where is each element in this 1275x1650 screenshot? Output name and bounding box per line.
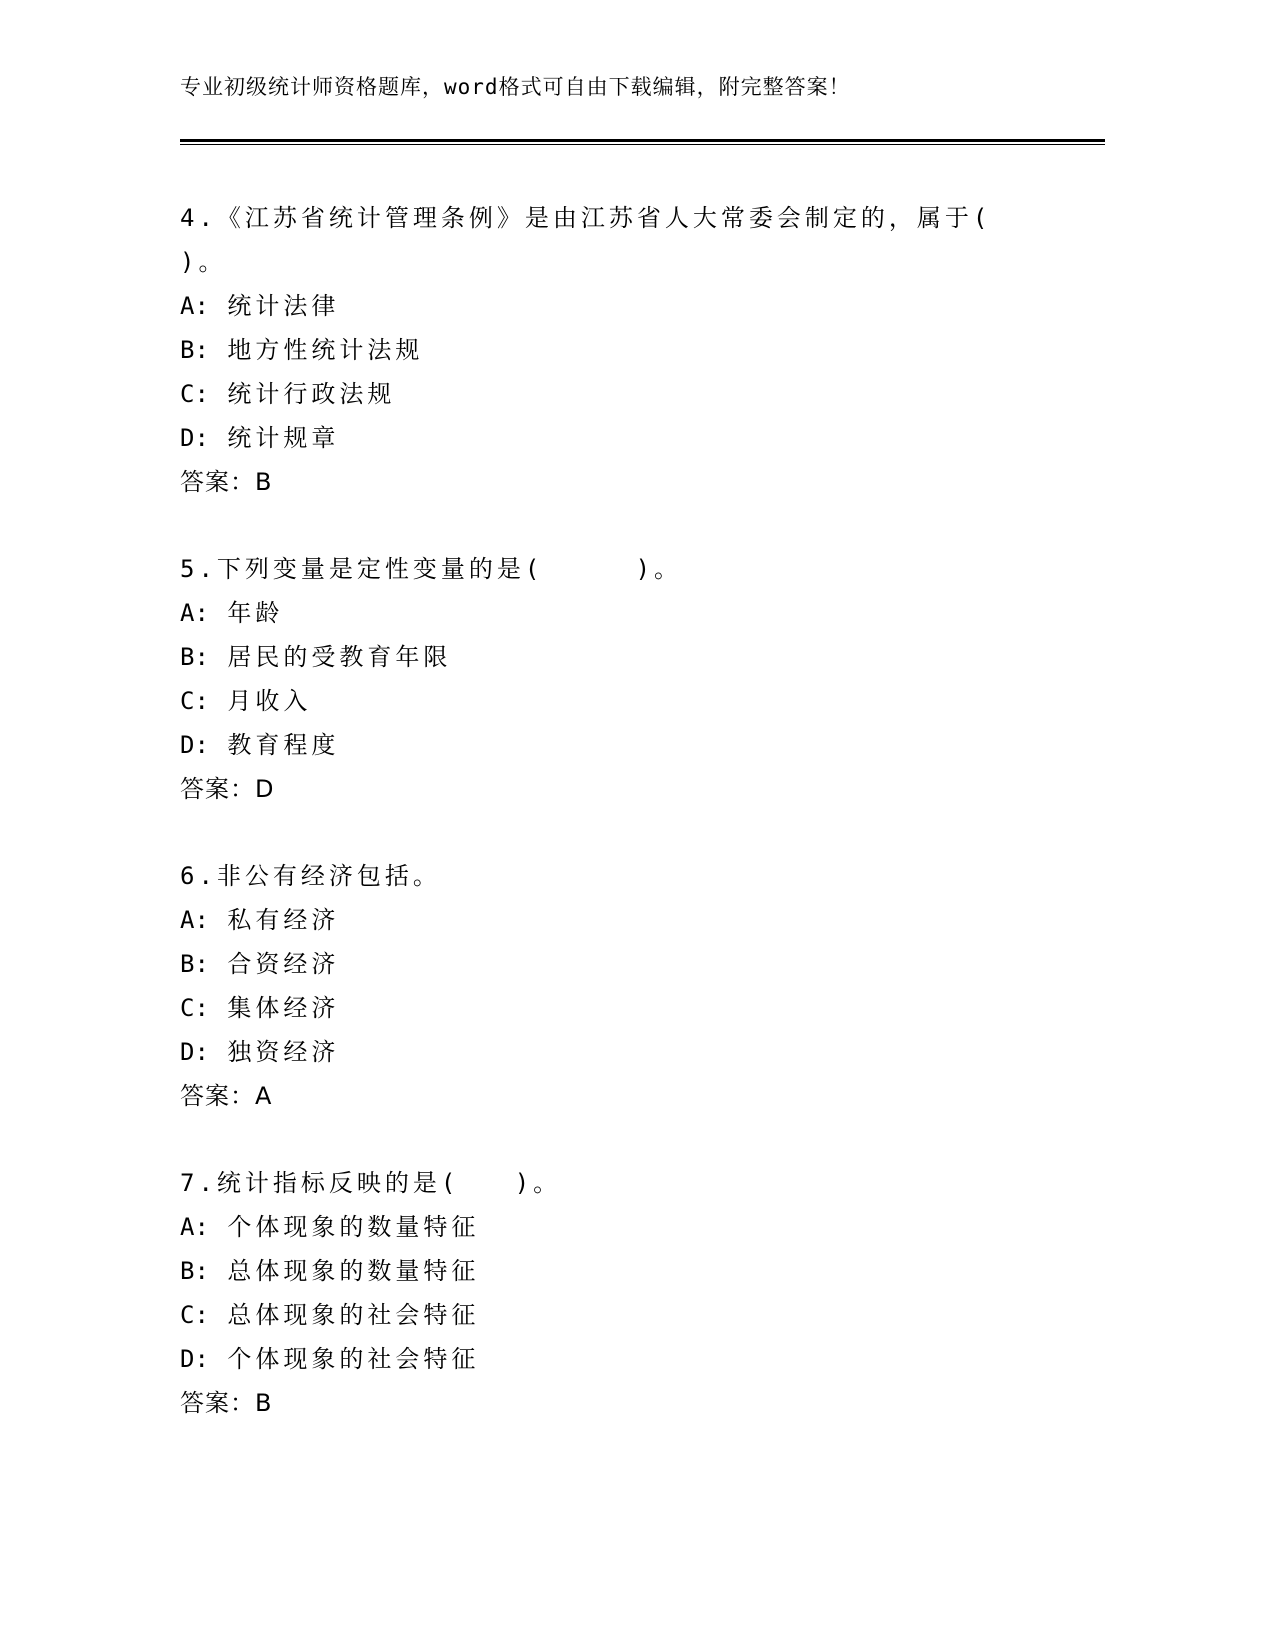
answer-label: 答案：A: [180, 1082, 273, 1110]
option-a: [180, 284, 1105, 328]
option-letter: D:: [180, 1038, 209, 1066]
question-6: [180, 854, 1105, 1118]
option-letter: C:: [180, 1301, 209, 1329]
header-rule-thick: [180, 139, 1105, 142]
question-stem: 5.下列变量是定性变量的是( )。: [180, 555, 683, 583]
option-text: 独资经济: [227, 1038, 340, 1066]
option-text: 统计法律: [227, 292, 340, 320]
option-text: 统计行政法规: [227, 380, 396, 408]
option-letter: A:: [180, 1213, 209, 1241]
option-letter: D:: [180, 424, 209, 452]
option-c: [180, 679, 1105, 723]
question-stem-continued: )。: [180, 248, 227, 276]
option-text: 统计规章: [227, 424, 340, 452]
option-d: [180, 416, 1105, 460]
option-d: [180, 723, 1105, 767]
answer-label: 答案：B: [180, 468, 273, 496]
question-4: [180, 196, 1105, 504]
option-b: [180, 942, 1105, 986]
option-text: 私有经济: [227, 906, 340, 934]
question-stem: 4.《江苏省统计管理条例》是由江苏省人大常委会制定的，属于(: [180, 204, 992, 232]
option-a: [180, 591, 1105, 635]
option-letter: C:: [180, 994, 209, 1022]
option-letter: C:: [180, 687, 209, 715]
option-text: 总体现象的社会特征: [227, 1301, 480, 1329]
page-header: 专业初级统计师资格题库，word格式可自由下载编辑，附完整答案！: [180, 75, 851, 99]
option-letter: B:: [180, 336, 209, 364]
option-letter: D:: [180, 731, 209, 759]
option-letter: A:: [180, 292, 209, 320]
option-letter: C:: [180, 380, 209, 408]
option-text: 居民的受教育年限: [227, 643, 452, 671]
option-text: 地方性统计法规: [227, 336, 424, 364]
option-text: 合资经济: [227, 950, 340, 978]
option-b: [180, 1249, 1105, 1293]
option-letter: B:: [180, 1257, 209, 1285]
option-letter: B:: [180, 643, 209, 671]
option-letter: A:: [180, 599, 209, 627]
question-stem: 7.统计指标反映的是( )。: [180, 1169, 562, 1197]
option-letter: B:: [180, 950, 209, 978]
option-letter: D:: [180, 1345, 209, 1373]
option-text: 总体现象的数量特征: [227, 1257, 480, 1285]
option-text: 个体现象的数量特征: [227, 1213, 480, 1241]
question-stem: 6.非公有经济包括。: [180, 862, 441, 890]
option-text: 教育程度: [227, 731, 340, 759]
option-a: [180, 1205, 1105, 1249]
question-5: [180, 547, 1105, 811]
option-d: [180, 1337, 1105, 1381]
option-a: [180, 898, 1105, 942]
option-text: 年龄: [227, 599, 284, 627]
option-b: [180, 328, 1105, 372]
question-7: [180, 1161, 1105, 1425]
answer-label: 答案：D: [180, 775, 275, 803]
option-text: 集体经济: [227, 994, 340, 1022]
header-rule-thin: [180, 144, 1105, 145]
option-d: [180, 1030, 1105, 1074]
option-b: [180, 635, 1105, 679]
option-text: 个体现象的社会特征: [227, 1345, 480, 1373]
question-list: [180, 196, 1105, 1468]
answer-label: 答案：B: [180, 1389, 273, 1417]
option-letter: A:: [180, 906, 209, 934]
option-c: [180, 986, 1105, 1030]
option-c: [180, 1293, 1105, 1337]
option-text: 月收入: [227, 687, 312, 715]
option-c: [180, 372, 1105, 416]
